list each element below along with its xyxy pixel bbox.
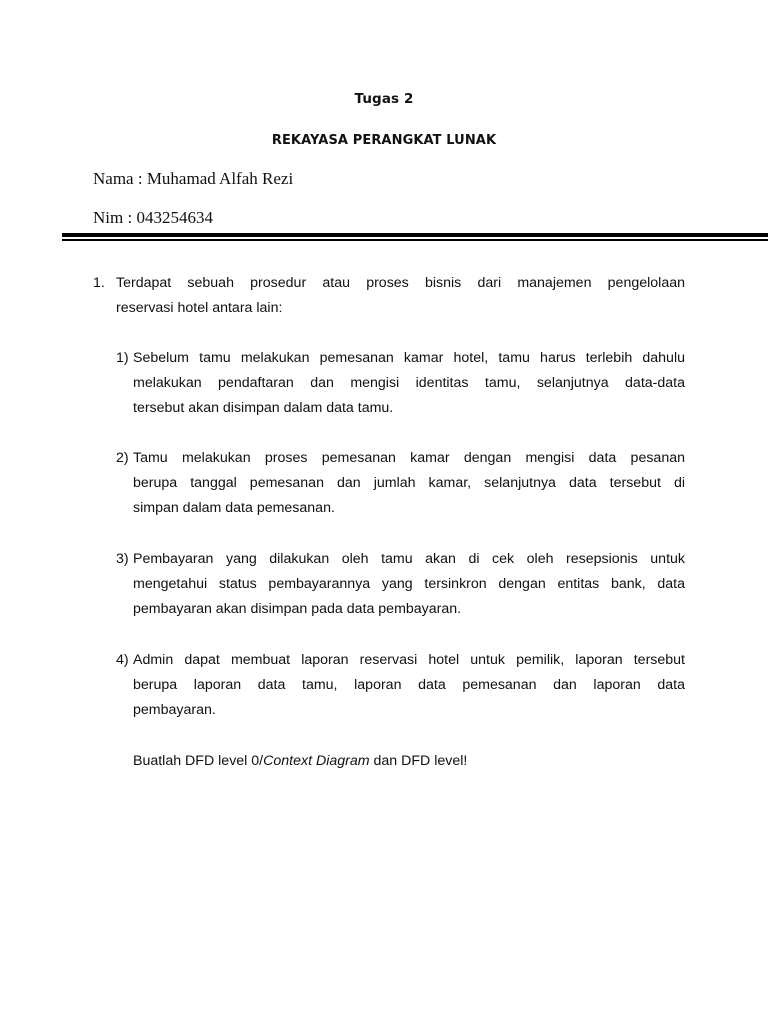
list-item	[116, 446, 685, 521]
list-item-line: Admin dapat membuat laporan reservasi hotel untuk pemilik, laporan tersebut	[133, 652, 685, 668]
list-item-line: Pembayaran yang dilakukan oleh tamu akan di cek oleh resepsionis untuk	[133, 551, 685, 567]
document-title: Tugas 2	[354, 91, 414, 107]
list-item-text	[133, 346, 685, 421]
task-instruction	[133, 749, 467, 774]
list-item-text	[133, 547, 685, 622]
list-item-line: melakukan pendaftaran dan mengisi identitas tamu, selanjutnya data-data	[133, 375, 685, 391]
question-intro-line: Terdapat sebuah prosedur atau proses bisnis dari manajemen pengelolaan	[116, 275, 685, 291]
list-item-text	[133, 446, 685, 521]
document-subtitle: REKAYASA PERANGKAT LUNAK	[271, 133, 497, 148]
list-item-line: tersebut akan disimpan dalam data tamu.	[133, 400, 394, 416]
list-item-line: berupa tanggal pemesanan dan jumlah kamar, selanjutnya data tersebut di	[133, 475, 685, 491]
list-item-line: pembayaran akan disimpan pada data pembayaran.	[133, 601, 462, 617]
question-intro	[116, 271, 685, 321]
header-rule-thin	[62, 239, 768, 241]
list-item	[116, 648, 685, 723]
question-intro-line: reservasi hotel antara lain:	[116, 300, 283, 316]
list-item	[116, 547, 685, 622]
instruction-italic: Context Diagram	[263, 753, 370, 769]
question-number: 1.	[93, 275, 105, 291]
list-item-line: pembayaran.	[133, 702, 216, 718]
list-item-line: berupa laporan data tamu, laporan data pemesanan dan laporan data	[133, 677, 685, 693]
instruction-suffix: dan DFD level!	[369, 753, 468, 769]
list-item-line: mengetahui status pembayarannya yang tersinkron dengan entitas bank, data	[133, 576, 685, 592]
list-item-line: Tamu melakukan proses pemesanan kamar dengan mengisi data pesanan	[133, 450, 685, 466]
student-nim: Nim : 043254634	[93, 208, 213, 227]
list-item-number: 2)	[116, 450, 129, 466]
list-item-number: 4)	[116, 652, 129, 668]
header-rule-thick	[62, 233, 768, 237]
list-item	[116, 346, 685, 421]
list-item-number: 1)	[116, 350, 129, 366]
list-item-text	[133, 648, 685, 723]
student-name: Nama : Muhamad Alfah Rezi	[93, 169, 294, 188]
list-item-number: 3)	[116, 551, 129, 567]
list-item-line: simpan dalam data pemesanan.	[133, 500, 335, 516]
list-item-line: Sebelum tamu melakukan pemesanan kamar hotel, tamu harus terlebih dahulu	[133, 350, 685, 366]
instruction-prefix: Buatlah DFD level 0/	[133, 753, 264, 769]
